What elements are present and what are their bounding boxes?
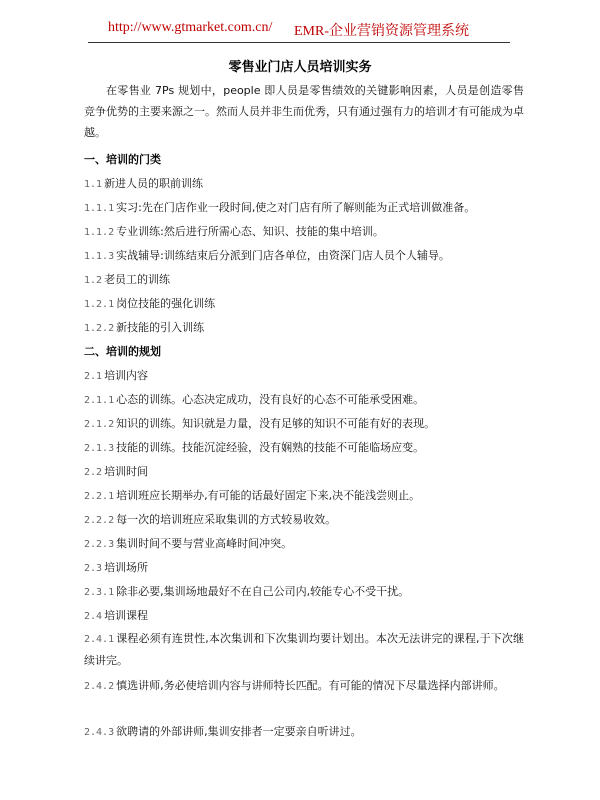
list-item [84, 559, 524, 578]
list-item [84, 199, 524, 218]
item-text: 慎选讲师,务必使培训内容与讲师特长匹配。有可能的情况下尽量选择内部讲师。 [116, 679, 505, 692]
item-text: 新技能的引入训练 [116, 321, 205, 334]
item-text: 培训场所 [104, 561, 149, 574]
item-number: 2.1.2 [84, 419, 115, 430]
item-text: 除非必要,集训场地最好不在自己公司内,较能专心不受干扰。 [116, 585, 410, 598]
item-text: 每一次的培训班应采取集训的方式较易收效。 [116, 513, 337, 526]
list-item [84, 223, 524, 242]
list-item [84, 247, 524, 266]
page-header [88, 18, 510, 43]
item-number: 2.3.1 [84, 587, 115, 598]
item-number: 2.4.1 [84, 634, 115, 645]
item-text: 培训内容 [104, 369, 149, 382]
item-number: 2.1.3 [84, 443, 115, 454]
item-text: 实习:先在门店作业一段时间,使之对门店有所了解则能为正式培训做准备。 [116, 201, 476, 214]
item-text: 心态的训练。心态决定成功，没有良好的心态不可能承受困难。 [116, 393, 425, 406]
item-text: 集训时间不要与营业高峰时间冲突。 [116, 537, 293, 550]
item-number: 2.2 [84, 467, 103, 478]
item-number: 1.1.2 [84, 227, 115, 238]
item-text: 老员工的训练 [104, 273, 171, 286]
list-item [84, 367, 524, 386]
list-item [84, 319, 524, 338]
section-heading-1 [84, 151, 524, 169]
list-item [84, 723, 524, 742]
list-item [84, 439, 524, 458]
item-number: 1.1.1 [84, 203, 115, 214]
item-text: 实战辅导:训练结束后分派到门店各单位，由资深门店人员个人辅导。 [116, 249, 450, 262]
item-number: 1.2.1 [84, 299, 115, 310]
item-number: 1.2 [84, 275, 103, 286]
section-heading-text: 二、培训的规划 [84, 345, 161, 358]
item-number: 2.4.2 [84, 681, 115, 692]
intro-paragraph: 在零售业 7Ps 规划中，people 即人员是零售绩效的关键影响因素，人员是创造零售竞争优势的主要来源之一。然而人员并非生而优秀，只有通过强有力的培训才有可能成为卓越。 [84, 84, 524, 139]
item-number: 2.4 [84, 611, 103, 622]
list-item [84, 583, 524, 602]
list-item [84, 295, 524, 314]
item-number: 2.3 [84, 563, 103, 574]
item-text: 培训时间 [104, 465, 149, 478]
document-title: 零售业门店人员培训实务 [228, 60, 372, 75]
item-number: 1.1 [84, 179, 103, 190]
item-number: 2.2.3 [84, 539, 115, 550]
list-item [84, 511, 524, 530]
item-text: 课程必须有连贯性,本次集训和下次集训均要计划出。本次无法讲完的课程,于下次继续讲完。 [84, 632, 524, 667]
item-text: 新进人员的职前训练 [104, 177, 204, 190]
list-item [84, 175, 524, 194]
list-item [84, 487, 524, 506]
item-text: 培训班应长期举办,有可能的话最好固定下来,决不能浅尝则止。 [116, 489, 421, 502]
item-text: 知识的训练。知识就是力量，没有足够的知识不可能有好的表现。 [116, 417, 436, 430]
item-text: 技能的训练。技能沉淀经验，没有娴熟的技能不可能临场应变。 [116, 441, 425, 454]
list-item [84, 271, 524, 290]
list-item [84, 535, 524, 554]
header-site-name: EMR-企业营销资源管理系统 [294, 24, 469, 39]
item-number: 2.2.1 [84, 491, 115, 502]
item-text: 专业训练:然后进行所需心态、知识、技能的集中培训。 [116, 225, 384, 238]
list-item [84, 463, 524, 482]
item-number: 1.1.3 [84, 251, 115, 262]
list-item [84, 675, 524, 697]
item-text: 岗位技能的强化训练 [116, 297, 216, 310]
list-item [84, 607, 524, 626]
item-number: 1.2.2 [84, 323, 115, 334]
section-heading-2 [84, 343, 524, 361]
item-number: 2.1.1 [84, 395, 115, 406]
item-number: 2.4.3 [84, 727, 115, 738]
item-number: 2.1 [84, 371, 103, 382]
list-item [84, 391, 524, 410]
item-text: 欲聘请的外部讲师,集训安排者一定要亲自听讲过。 [116, 725, 362, 738]
list-item [84, 628, 524, 671]
header-url[interactable]: http://www.gtmarket.com.cn/ [108, 20, 273, 35]
list-item [84, 415, 524, 434]
item-number: 2.2.2 [84, 515, 115, 526]
item-text: 培训课程 [104, 609, 149, 622]
section-heading-text: 一、培训的门类 [84, 153, 161, 166]
